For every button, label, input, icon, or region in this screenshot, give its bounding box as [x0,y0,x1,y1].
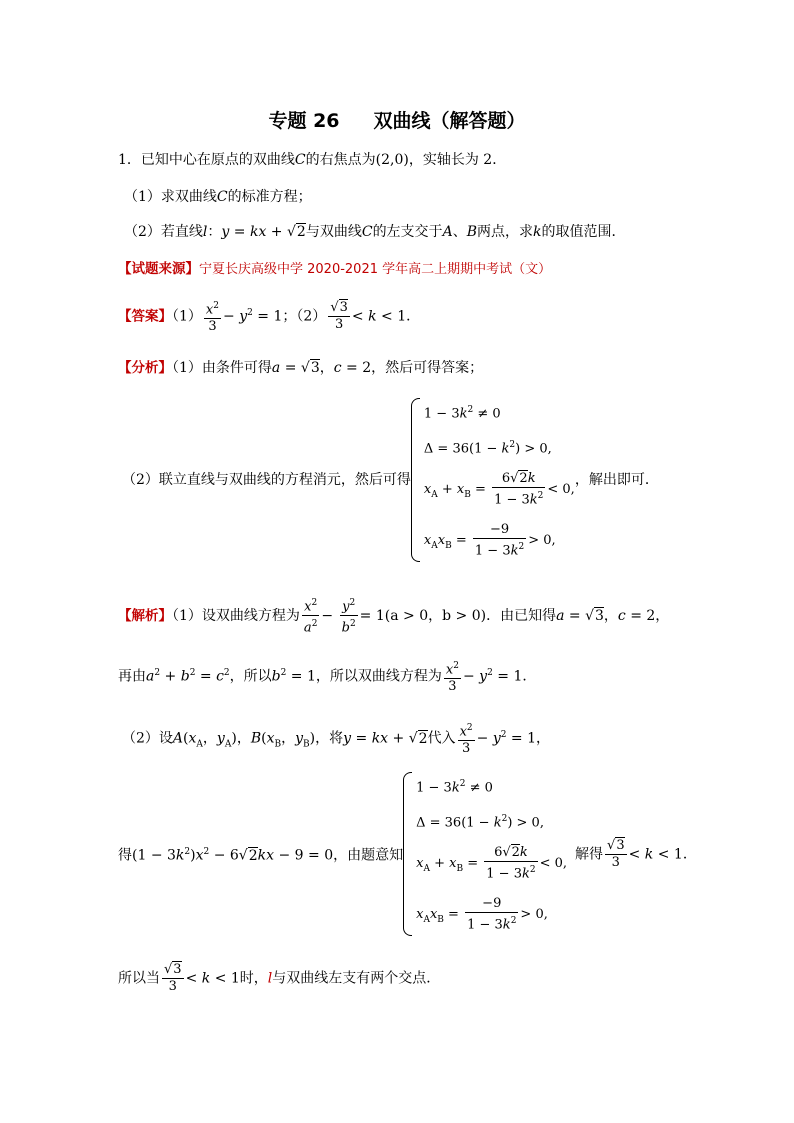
problem-stem: 1．已知中心在原点的双曲线C的右焦点为(2,0)，实轴长为 2． [118,152,507,168]
page-title: 专题 26 双曲线（解答题） [268,110,526,132]
analysis-line-1: 【分析】（1）由条件可得a = √3，c = 2，然后可得答案； [118,360,484,376]
question-2: （2）若直线l：y = kx + √2与双曲线C的左支交于A、B两点，求k的取值范围． [124,224,626,240]
question-1: （1）求双曲线C的标准方程； [124,189,312,205]
solution-line-4: 得$(1 - 3k^2)x^2 - 6√2kx - 9 = 0$，由题意知 $1 - 3k^2 \ne 0$ $\Delta = 36(1 - k^2) > 0$, $x_A + x_B$ = $\frac{6√2k}{1 - 3k^2}$ < 0, $x_Ax_B$ = $\frac{-9}{1 - 3k^2}$ > 0, 解得 $\frac{√3}{3}$ < k < 1． [118,772,697,936]
solution-line-1: 【解析】（1）设双曲线方程为 $\frac{x^2}{a^2}$ − $\frac{y^2}{b^2}$ = 1(a > 0，b > 0)．由已知得a = √3，c = 2， [118,595,669,637]
answer-line: 【答案】（1） $\frac{x^2}{3}$ − $y^2 = 1$；（2） $\frac{√3}{3}$ < k < 1． [118,298,420,335]
source-line: 【试题来源】宁夏长庆高级中学 2020-2021 学年高二上期期中考试（文） [118,261,552,277]
solution-line-3: （2）设$A(x_A$，$y_A$)，$B(x_B$，$y_B$)，将y = kx + √2代入 $\frac{x^2}{3}$ − $y^2 = 1$， [122,720,550,757]
solution-line-2: 再由$a^2 + b^2 = c^2$，所以$b^2 = 1$，所以双曲线方程为 $\frac{x^2}{3}$ − $y^2 = 1$． [118,658,536,695]
solution-line-5: 所以当 $\frac{√3}{3}$ < k < 1时，l与双曲线左支有两个交点． [118,962,441,994]
analysis-line-2: （2）联立直线与双曲线的方程消元，然后可得 $1 - 3k^2 \ne 0$ $\Delta = 36(1 - k^2) > 0$, $x_A + x_B$ = $\frac{6√2k}{1 - 3k^2}$ < 0, $x_Ax_B$ = $\frac{-9}{1 - 3k^2}$ > 0, ，解出即可． [122,398,659,562]
